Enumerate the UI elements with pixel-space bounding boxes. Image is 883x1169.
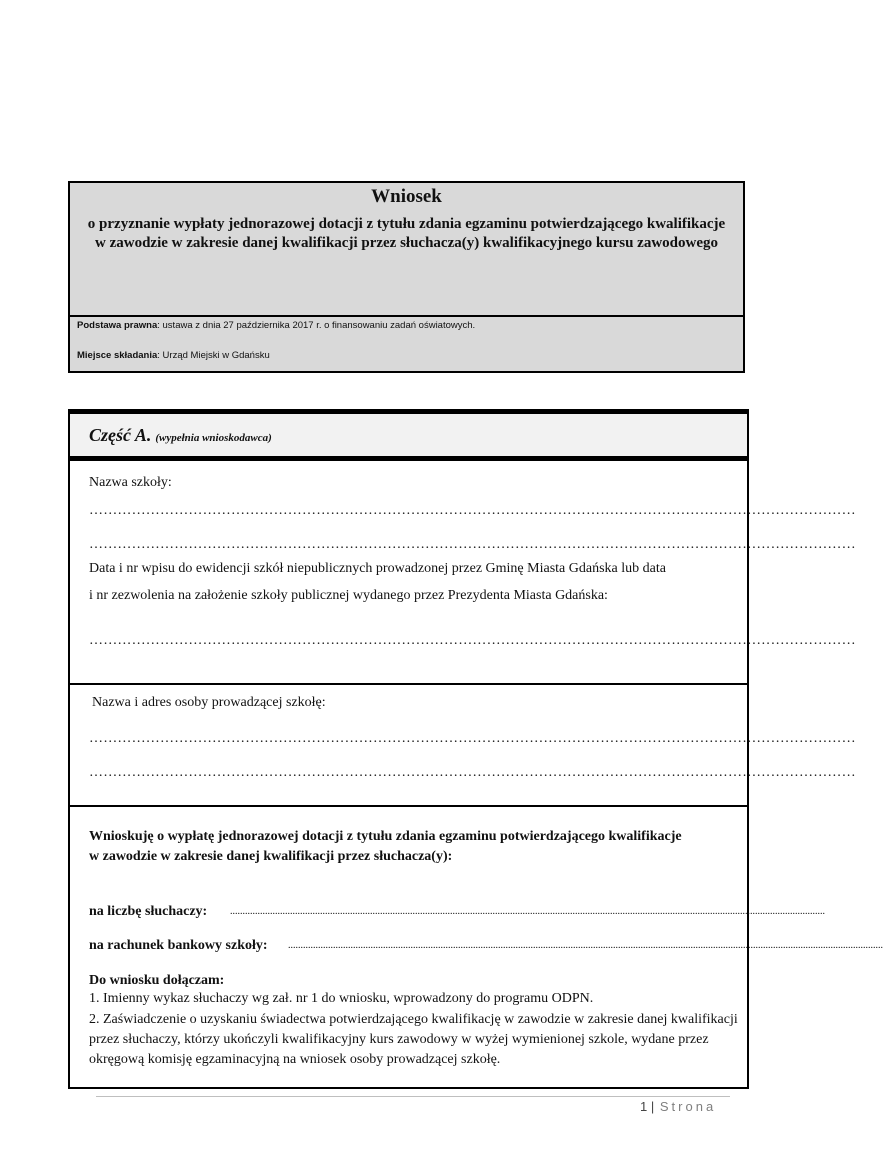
page-separator: |	[650, 1099, 655, 1114]
submission-place-value: : Urząd Miejski w Gdańsku	[157, 350, 270, 361]
request-section	[70, 807, 883, 1087]
document-title: Wniosek	[371, 186, 442, 207]
header-info-area	[70, 317, 743, 361]
part-a-title: Część A.	[89, 425, 152, 445]
page-footer	[640, 1099, 716, 1114]
request-text-line-2: w zawodzie w zakresie danej kwalifikacji przez słuchacza(y):	[89, 849, 453, 864]
header-title-area	[70, 183, 743, 317]
document-subtitle: o przyznanie wypłaty jednorazowej dotacji z tytułu zdania egzaminu potwierdzającego kwalifikacje w zawodzie w zakresie danej kwalifikacji przez słuchacza(y) kwalifikacyjnego kursu zawodowego	[87, 216, 726, 251]
school-name-label: Nazwa szkoły:	[89, 475, 172, 490]
bank-account-label: na rachunek bankowy szkoły:	[89, 938, 268, 953]
request-text-line-1: Wnioskuję o wypłatę jednorazowej dotacji z tytułu zdania egzaminu potwierdzającego kwalifikacje	[89, 829, 682, 844]
legal-basis-label: Podstawa prawna	[77, 320, 158, 331]
registry-field-line[interactable]: ………………………………………………………………………………………………………………………………………………	[89, 633, 856, 648]
registry-text-line-1: Data i nr wpisu do ewidencji szkół niepublicznych prowadzonej przez Gminę Miasta Gdańska lub data	[89, 561, 666, 576]
students-count-label: na liczbę słuchaczy:	[89, 904, 208, 919]
part-a-header	[70, 414, 747, 461]
registry-text-line-2: i nr zezwolenia na założenie szkoły publicznej wydanego przez Prezydenta Miasta Gdańska:	[89, 588, 608, 603]
school-owner-label: Nazwa i adres osoby prowadzącej szkołę:	[92, 695, 326, 710]
students-count-field[interactable]: ..............................................................................................................................................................................................................................................	[230, 906, 825, 917]
attachments-title: Do wniosku dołączam:	[89, 973, 225, 988]
submission-place-label: Miejsce składania	[77, 350, 158, 361]
footer-divider	[96, 1096, 730, 1097]
submission-place-row	[77, 350, 743, 361]
school-owner-field-line-2[interactable]: ………………………………………………………………………………………………………………………………………………	[89, 765, 856, 780]
bank-account-field[interactable]: ..............................................................................................................................................................................................................................................	[288, 940, 883, 951]
school-section	[70, 461, 856, 685]
legal-basis-value: : ustawa z dnia 27 października 2017 r. o finansowaniu zadań oświatowych.	[157, 320, 476, 331]
school-name-field-line-2[interactable]: ………………………………………………………………………………………………………………………………………………	[89, 537, 856, 552]
school-name-field-line-1[interactable]: ………………………………………………………………………………………………………………………………………………	[89, 503, 856, 518]
attachment-item-2: 2. Zaświadczenie o uzyskaniu świadectwa potwierdzającego kwalifikację w zawodzie w zakresie danej kwalifikacji przez słuchaczy, którzy ukończyli kwalifikacyjny kurs zawodowy w wyżej wymienionej szkole, wydane przez okręgową komisję egzaminacyjną na wniosek osoby prowadzącej szkołę.	[89, 1012, 738, 1067]
school-owner-section	[70, 685, 856, 807]
school-owner-field-line-1[interactable]: ………………………………………………………………………………………………………………………………………………	[89, 731, 856, 746]
page-number: 1	[640, 1099, 648, 1114]
application-header-box	[68, 181, 745, 373]
attachment-item-1: 1. Imienny wykaz słuchaczy wg zał. nr 1 do wniosku, wprowadzony do programu ODPN.	[89, 991, 594, 1006]
part-a-note: (wypełnia wnioskodawca)	[155, 432, 272, 444]
legal-basis-row	[77, 317, 743, 331]
part-a-form	[68, 409, 883, 1089]
page-label: Strona	[659, 1099, 717, 1114]
